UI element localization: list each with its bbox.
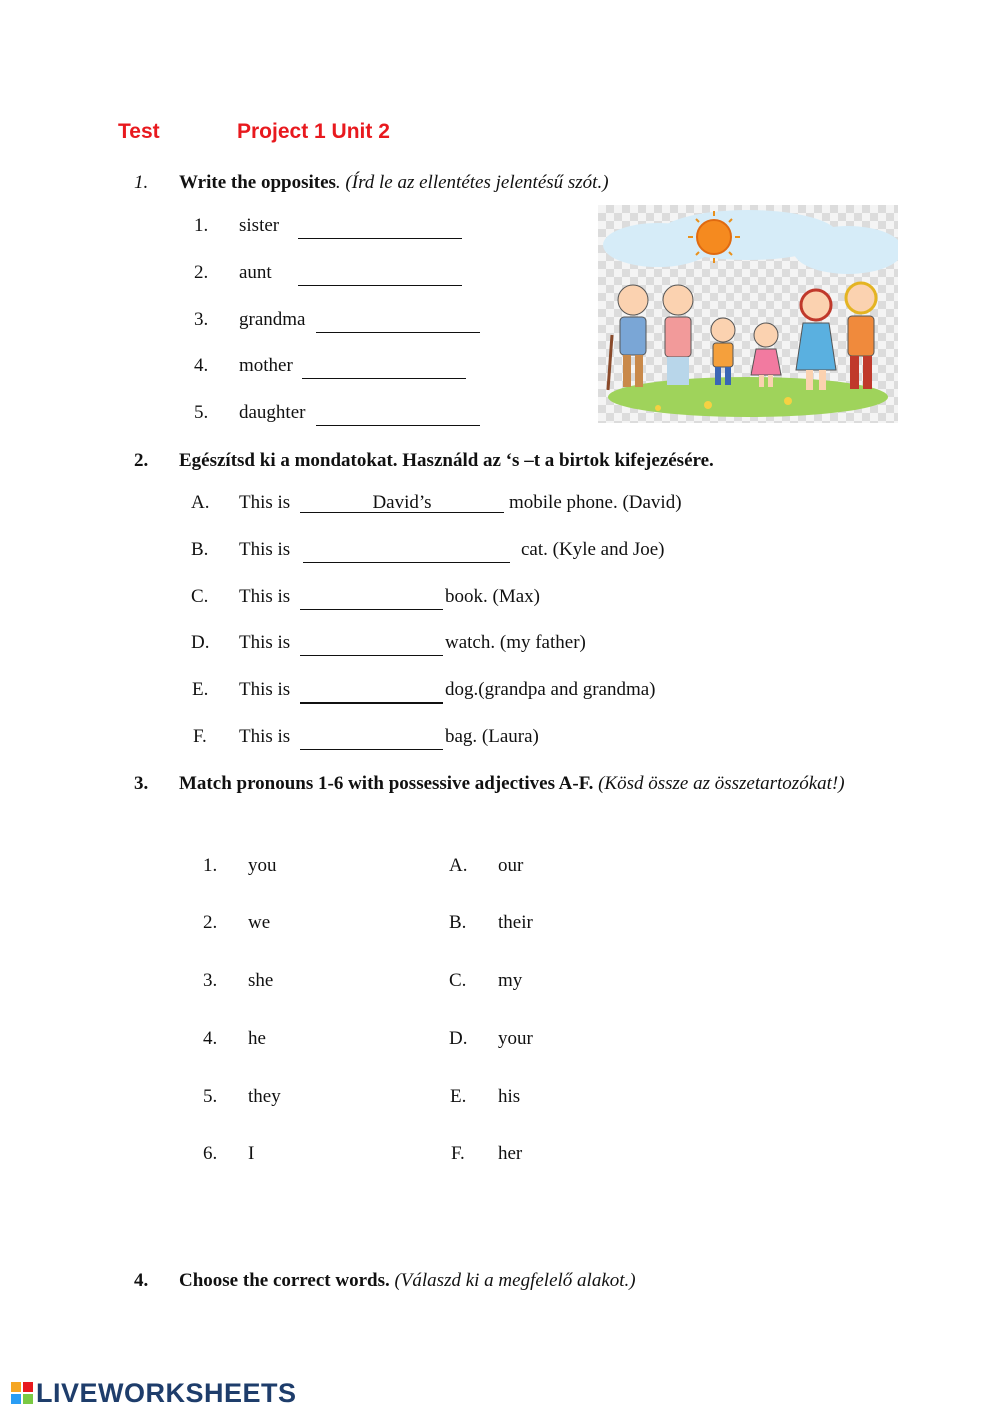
liveworksheets-logo-icon bbox=[10, 1381, 34, 1405]
sentence-a-prefix: This is bbox=[239, 492, 291, 513]
pronoun-2-num: 2. bbox=[203, 912, 218, 933]
adjective-f-letter: F. bbox=[451, 1143, 465, 1164]
sentence-d-input[interactable] bbox=[300, 631, 443, 656]
sentence-c-letter: C. bbox=[191, 586, 209, 607]
opposite-item-1-word: sister bbox=[239, 215, 280, 236]
opposite-item-1-num: 1. bbox=[194, 215, 209, 236]
adjective-b-word[interactable]: their bbox=[498, 912, 533, 933]
father-figure bbox=[846, 283, 876, 389]
sentence-e-suffix: dog.(grandpa and grandma) bbox=[445, 679, 656, 700]
sentence-c-suffix: book. (Max) bbox=[445, 586, 540, 607]
opposite-input-1[interactable] bbox=[298, 214, 462, 239]
adjective-c-word[interactable]: my bbox=[498, 970, 523, 991]
adjective-e-letter: E. bbox=[450, 1086, 467, 1107]
section2-instruction: Egészítsd ki a mondatokat. Használd az ‘s –t a birtok kifejezésére. bbox=[179, 450, 714, 471]
sentence-a-letter: A. bbox=[191, 492, 210, 513]
opposite-item-5-word: daughter bbox=[239, 402, 306, 423]
sentence-f-prefix: This is bbox=[239, 726, 291, 747]
grandpa-figure bbox=[608, 285, 648, 390]
opposite-item-3-num: 3. bbox=[194, 309, 209, 330]
pronoun-4-num: 4. bbox=[203, 1028, 218, 1049]
section3-number: 3. bbox=[134, 773, 149, 794]
adjective-a-word[interactable]: our bbox=[498, 855, 524, 876]
section4-instruction bbox=[179, 1270, 636, 1292]
sentence-f-letter: F. bbox=[193, 726, 207, 747]
adjective-d-letter: D. bbox=[449, 1028, 468, 1049]
opposite-item-3-word: grandma bbox=[239, 309, 306, 330]
opposite-item-4-num: 4. bbox=[194, 355, 209, 376]
adjective-b-letter: B. bbox=[449, 912, 467, 933]
pronoun-6-num: 6. bbox=[203, 1143, 218, 1164]
sentence-b-prefix: This is bbox=[239, 539, 291, 560]
opposite-item-5-num: 5. bbox=[194, 402, 209, 423]
opposite-item-4-word: mother bbox=[239, 355, 293, 376]
sentence-a-answer: David’s bbox=[300, 492, 504, 513]
pronoun-3-word[interactable]: she bbox=[248, 970, 274, 991]
boy-figure bbox=[711, 318, 735, 385]
mother-figure bbox=[796, 290, 836, 390]
sentence-c-prefix: This is bbox=[239, 586, 291, 607]
test-label: Test bbox=[118, 120, 160, 143]
section3-instruction-en: Match pronouns 1-6 with possessive adjectives A-F. bbox=[179, 773, 594, 794]
opposite-input-3[interactable] bbox=[316, 308, 480, 333]
unit-title: Project 1 Unit 2 bbox=[237, 120, 390, 143]
sentence-e-input[interactable] bbox=[300, 678, 443, 704]
opposite-item-2-word: aunt bbox=[239, 262, 272, 283]
sentence-c-input[interactable] bbox=[300, 585, 443, 610]
sentence-f-input[interactable] bbox=[300, 725, 443, 750]
section2-number: 2. bbox=[134, 450, 149, 471]
pronoun-3-num: 3. bbox=[203, 970, 218, 991]
sentence-a-suffix: mobile phone. (David) bbox=[509, 492, 682, 513]
grandma-figure bbox=[663, 285, 693, 385]
section1-number: 1. bbox=[134, 172, 149, 193]
sentence-b-suffix: cat. (Kyle and Joe) bbox=[521, 539, 665, 560]
adjective-e-word[interactable]: his bbox=[498, 1086, 521, 1107]
section4-number: 4. bbox=[134, 1270, 149, 1291]
section1-instruction-hu: . (Írd le az ellentétes jelentésű szót.) bbox=[335, 172, 609, 193]
adjective-a-letter: A. bbox=[449, 855, 468, 876]
sentence-d-suffix: watch. (my father) bbox=[445, 632, 586, 653]
liveworksheets-logo-text: LIVEWORKSHEETS bbox=[36, 1378, 297, 1408]
sentence-e-prefix: This is bbox=[239, 679, 291, 700]
pronoun-2-word[interactable]: we bbox=[248, 912, 271, 933]
section4-instruction-hu: (Válaszd ki a megfelelő alakot.) bbox=[394, 1270, 636, 1291]
opposite-input-5[interactable] bbox=[316, 401, 480, 426]
sentence-b-letter: B. bbox=[191, 539, 209, 560]
adjective-d-word[interactable]: your bbox=[498, 1028, 533, 1049]
adjective-f-word[interactable]: her bbox=[498, 1143, 523, 1164]
family-illustration-art bbox=[598, 205, 898, 423]
pronoun-5-word[interactable]: they bbox=[248, 1086, 281, 1107]
sentence-e-letter: E. bbox=[192, 679, 209, 700]
opposite-input-4[interactable] bbox=[302, 354, 466, 379]
pronoun-1-num: 1. bbox=[203, 855, 218, 876]
sentence-d-letter: D. bbox=[191, 632, 210, 653]
section1-instruction bbox=[179, 172, 609, 194]
section1-instruction-en: Write the opposites bbox=[179, 172, 336, 193]
opposite-item-2-num: 2. bbox=[194, 262, 209, 283]
opposite-input-2[interactable] bbox=[298, 261, 462, 286]
liveworksheets-logo[interactable] bbox=[10, 1378, 297, 1409]
section3-instruction bbox=[179, 773, 845, 795]
section3-instruction-hu: (Kösd össze az összetartozókat!) bbox=[598, 773, 845, 794]
pronoun-5-num: 5. bbox=[203, 1086, 218, 1107]
sentence-f-suffix: bag. (Laura) bbox=[445, 726, 539, 747]
pronoun-1-word[interactable]: you bbox=[248, 855, 277, 876]
adjective-c-letter: C. bbox=[449, 970, 467, 991]
pronoun-4-word[interactable]: he bbox=[248, 1028, 266, 1049]
pronoun-6-word[interactable]: I bbox=[248, 1143, 255, 1164]
sentence-d-prefix: This is bbox=[239, 632, 291, 653]
family-illustration bbox=[598, 205, 898, 423]
section4-instruction-en: Choose the correct words. bbox=[179, 1270, 390, 1291]
sentence-b-input[interactable] bbox=[303, 538, 510, 563]
